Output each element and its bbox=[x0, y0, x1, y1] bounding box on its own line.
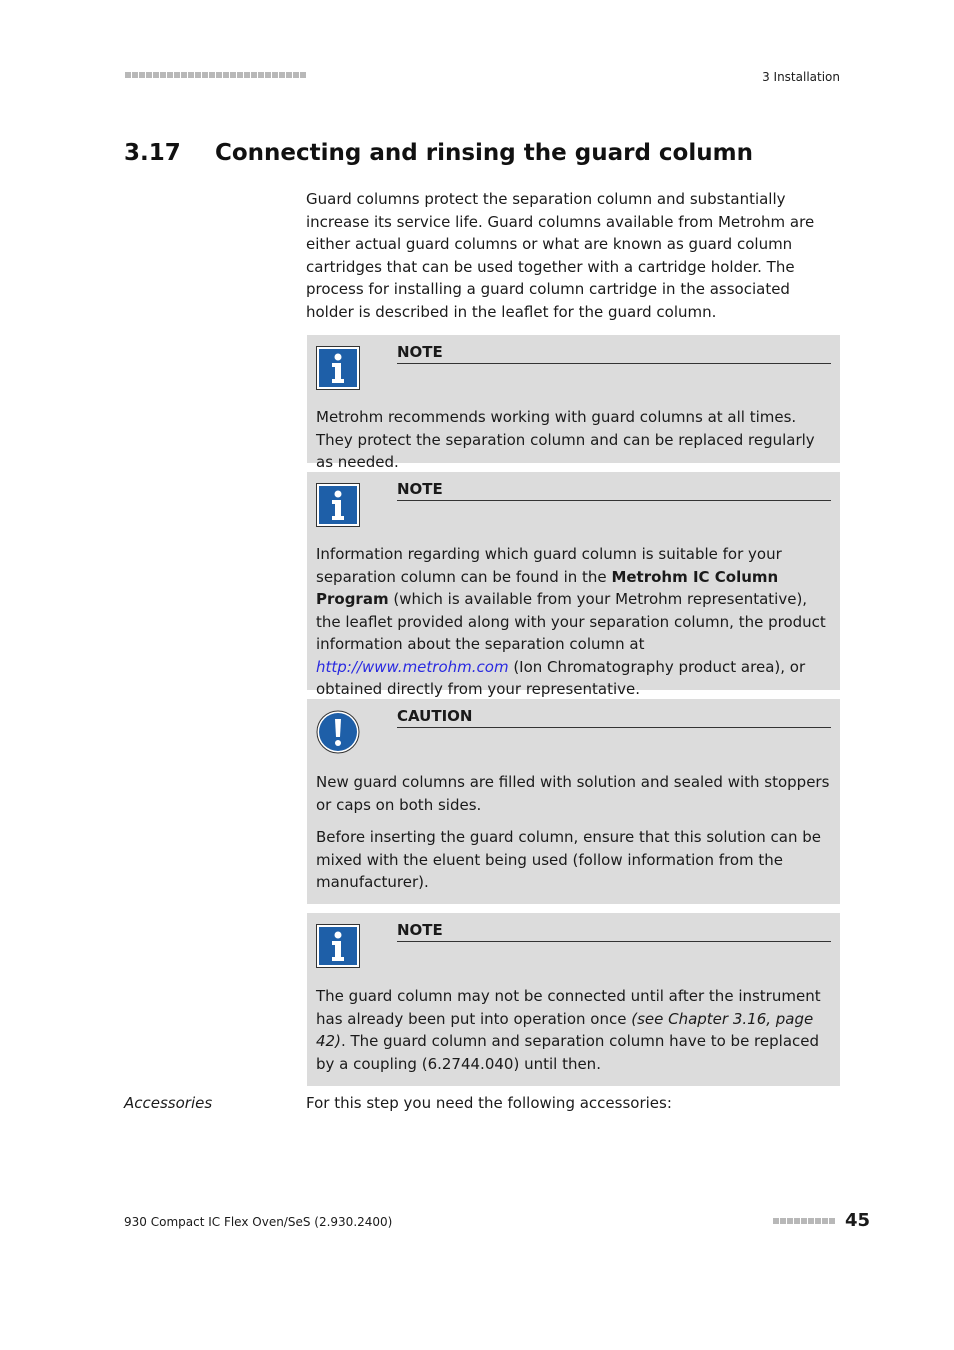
info-icon bbox=[316, 483, 360, 527]
section-number: 3.17 bbox=[124, 140, 181, 166]
chapter-reference[interactable]: (see Chapter 3.16, page 42) bbox=[316, 1009, 814, 1050]
note-body bbox=[316, 985, 832, 1085]
intro-paragraph: Guard columns protect the separation column and substantially increase its service life. Guard columns available from Metrohm are either actual guard columns or what are known as guard column cartridges that can be used together with a cartridge holder. The process for installing a guard column cartridge in the associated holder is described in the leaflet for the guard column. bbox=[306, 190, 815, 321]
note-text: Information regarding which guard column is suitable for your separation column can be found in the Metrohm IC Column Program (which is available from your Metrohm representative), the leaflet provided along with your separation column, the product information about the separation column at http://www.metrohm.com (Ion Chromatography product area), or obtained directly from your representative. bbox=[316, 545, 826, 698]
caution-box bbox=[307, 699, 840, 904]
caution-paragraph-1: New guard columns are filled with solution and sealed with stoppers or caps on both sides. bbox=[316, 773, 830, 814]
info-icon bbox=[316, 924, 360, 968]
footer-product: 930 Compact IC Flex Oven/SeS (2.930.2400) bbox=[124, 1215, 393, 1229]
page-number: 45 bbox=[845, 1210, 871, 1231]
header-section: 3 Installation bbox=[762, 70, 840, 84]
section-heading bbox=[124, 140, 753, 166]
note-text: The guard column may not be connected until after the instrument has already been put into operation once (see Chapter 3.16, page 42). The guard column and separation column have to be replaced by a coupling (6.2744.040) until then. bbox=[316, 987, 821, 1073]
note-body bbox=[316, 543, 832, 711]
caution-paragraph-2: Before inserting the guard column, ensure that this solution can be mixed with the eluent being used (follow information from the manufacturer). bbox=[316, 828, 821, 891]
program-name: Metrohm IC Column Program bbox=[316, 567, 779, 608]
note-box-1 bbox=[307, 335, 840, 471]
note-label: NOTE bbox=[397, 921, 831, 942]
note-text: Metrohm recommends working with guard columns at all times. They protect the separation column and can be replaced regularly as needed. bbox=[316, 408, 815, 471]
metrohm-link[interactable]: http://www.metrohm.com bbox=[316, 657, 509, 676]
note-label: NOTE bbox=[397, 343, 831, 364]
accessories-text: For this step you need the following accessories: bbox=[306, 1094, 672, 1112]
caution-label: CAUTION bbox=[397, 707, 831, 728]
header-decoration bbox=[125, 72, 306, 78]
accessories-side-label: Accessories bbox=[124, 1094, 213, 1112]
info-icon bbox=[316, 346, 360, 390]
caution-body bbox=[316, 771, 832, 904]
footer-decoration bbox=[773, 1218, 835, 1224]
section-title: Connecting and rinsing the guard column bbox=[215, 140, 753, 166]
exclamation-icon bbox=[316, 710, 360, 754]
note-label: NOTE bbox=[397, 480, 831, 501]
note-box-3 bbox=[307, 913, 840, 1086]
intro-text bbox=[306, 188, 841, 323]
note-box-2 bbox=[307, 472, 840, 698]
